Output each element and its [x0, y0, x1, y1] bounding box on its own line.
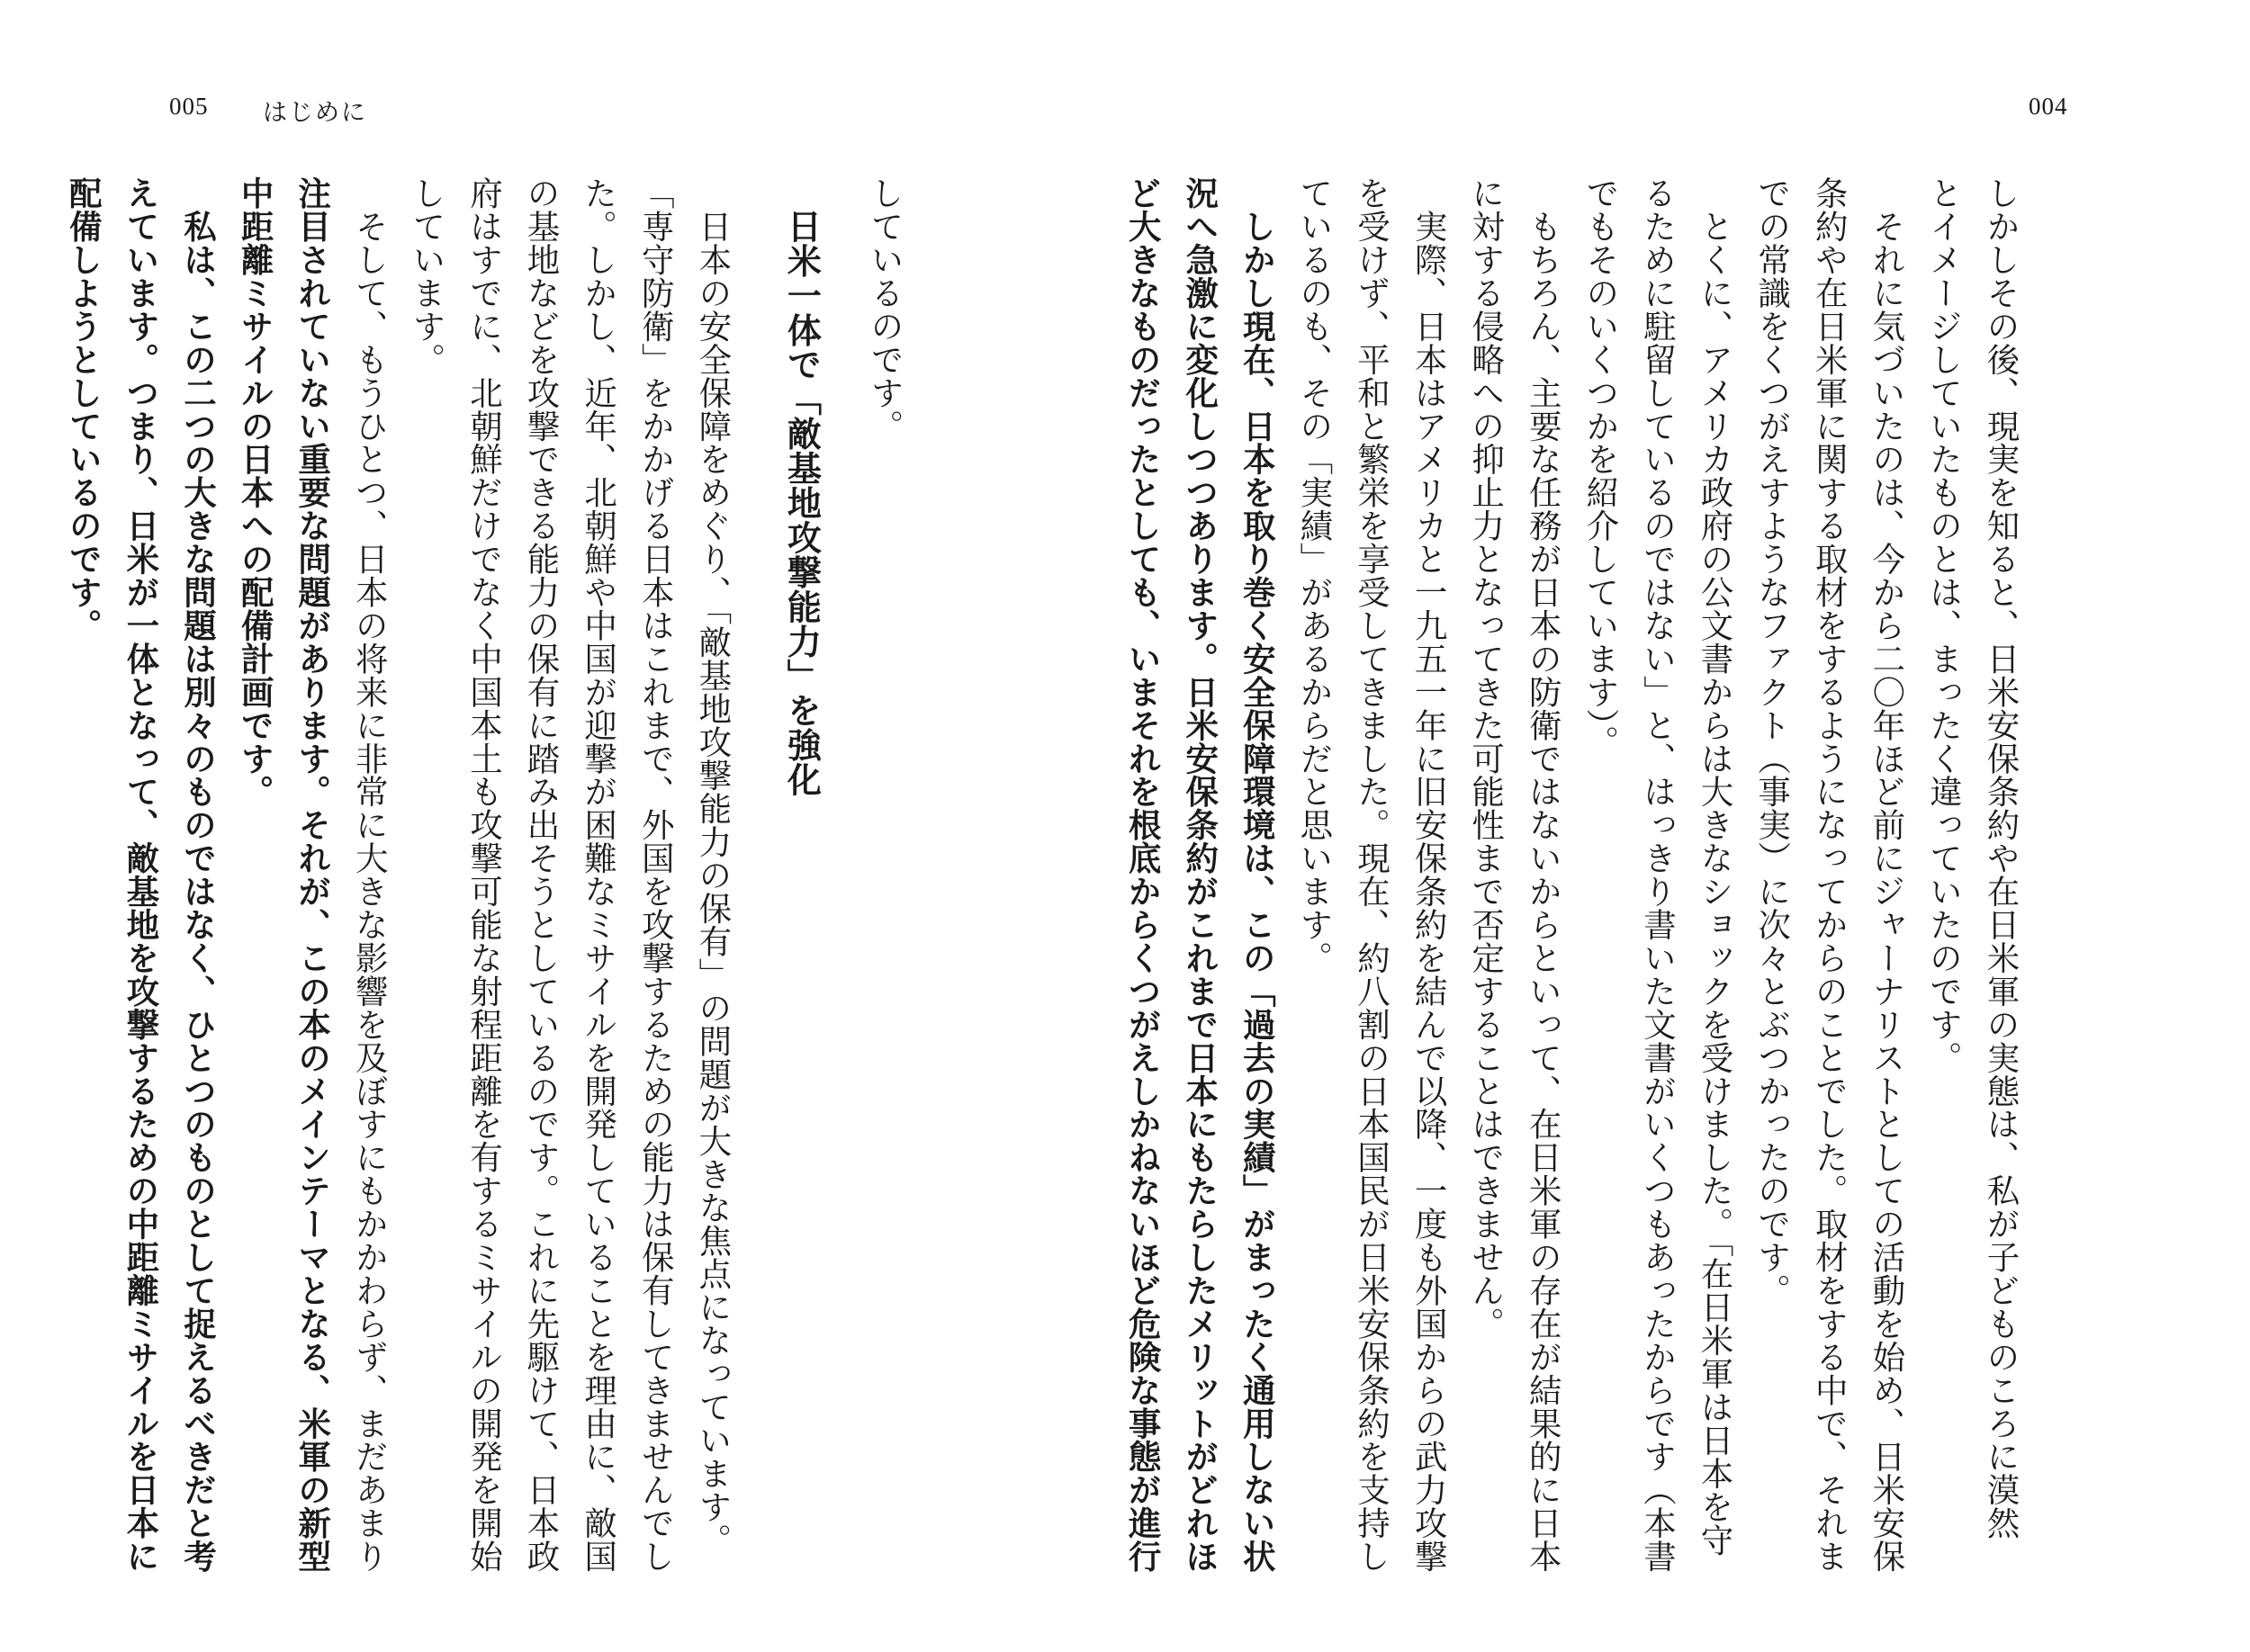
text-line-bold: ど大きなものだったとしても、いまそれを根底からくつがえしかねないほど危険な事態が進行 — [1123, 176, 1163, 1573]
section-heading: 日米一体で「敵基地攻撃能力」を強化 — [781, 209, 822, 797]
text-line: そして、もうひとつ、日本の将来に非常に大きな影響を及ぼすにもかかわらず、まだあまり — [350, 176, 390, 1573]
text-line: 実際、日本はアメリカと一九五一年に旧安保条約を結んで以降、一度も外国からの武力攻撃 — [1409, 176, 1449, 1573]
text-line: それに気づいたのは、今から二〇年ほど前にジャーナリストとしての活動を始め、日米安保 — [1867, 176, 1906, 1573]
running-head: はじめに — [263, 99, 367, 126]
text-line: に対する侵略への抑止力となってきた可能性まで否定することはできません。 — [1466, 176, 1506, 1341]
text-line: もちろん、主要な任務が日本の防衛ではないからといって、在日米軍の存在が結果的に日本 — [1524, 176, 1563, 1573]
right-page-body — [1123, 176, 2030, 1573]
page-number: 005 — [169, 93, 209, 120]
text-line: 条約や在日米軍に関する取材をするようになってからのことでした。取材をする中で、それま — [1810, 176, 1850, 1573]
text-line-bold: えています。つまり、日米が一体となって、敵基地を攻撃するための中距離ミサイルを日本に — [121, 176, 160, 1573]
text-line: を受けず、平和と繁栄を享受してきました。現在、約八割の日本国民が日米安保条約を支持し — [1352, 176, 1391, 1573]
text-line: の基地などを攻撃できる能力の保有に踏み出そうとしているのです。これに先駆けて、日本政 — [522, 176, 562, 1573]
text-line-bold: しかし現在、日本を取り巻く安全保障環境は、この「過去の実績」がまったく通用しない状 — [1238, 176, 1277, 1573]
page-number: 004 — [2029, 93, 2068, 120]
text-line: るために駐留しているのではない」と、はっきり書いた文書がいくつもあったからです（本書 — [1638, 176, 1678, 1573]
text-line-bold: 況へ急激に変化しつつあります。日米安保条約がこれまで日本にもたらしたメリットがどれほ — [1180, 176, 1220, 1573]
text-line: とくに、アメリカ政府の公文書からは大きなショックを受けました。「在日米軍は日本を守 — [1696, 176, 1735, 1557]
text-line: 「専守防衛」をかかげる日本はこれまで、外国を攻撃するための能力は保有してきませんでし — [636, 176, 676, 1573]
text-line: た。しかし、近年、北朝鮮や中国が迎撃が困難なミサイルを開発していることを理由に、敵国 — [579, 176, 618, 1573]
left-page-body — [64, 176, 914, 1573]
text-line: しています。 — [407, 176, 446, 376]
text-line: ているのも、その「実績」があるからだと思います。 — [1294, 176, 1334, 974]
text-line: しているのです。 — [866, 176, 904, 443]
text-line-bold: 中距離ミサイルの日本への配備計画です。 — [236, 176, 275, 809]
text-line: 日本の安全保障をめぐり、「敵基地攻撃能力の保有」の問題が大きな焦点になっています。 — [693, 176, 733, 1557]
text-line-bold: 配備しようとしているのです。 — [64, 176, 104, 642]
text-line: とイメージしていたものとは、まったく違っていたのです。 — [1924, 176, 1964, 1074]
text-line-bold: 注目されていない重要な問題があります。それが、この本のメインテーマとなる、米軍の新型 — [292, 176, 332, 1573]
text-line: 府はすでに、北朝鮮だけでなく中国本土も攻撃可能な射程距離を有するミサイルの開発を開始 — [464, 176, 504, 1573]
text-line: しかしその後、現実を知ると、日米安保条約や在日米軍の実態は、私が子どものころに漠然 — [1982, 176, 2020, 1540]
text-line: でもそのいくつかを紹介しています）。 — [1580, 176, 1620, 759]
text-line-bold: 私は、この二つの大きな問題は別々のものではなく、ひとつのものとして捉えるべきだと考 — [178, 176, 218, 1573]
text-line: での常識をくつがえすようなファクト（事実）に次々とぶつかったのです。 — [1752, 176, 1792, 1307]
